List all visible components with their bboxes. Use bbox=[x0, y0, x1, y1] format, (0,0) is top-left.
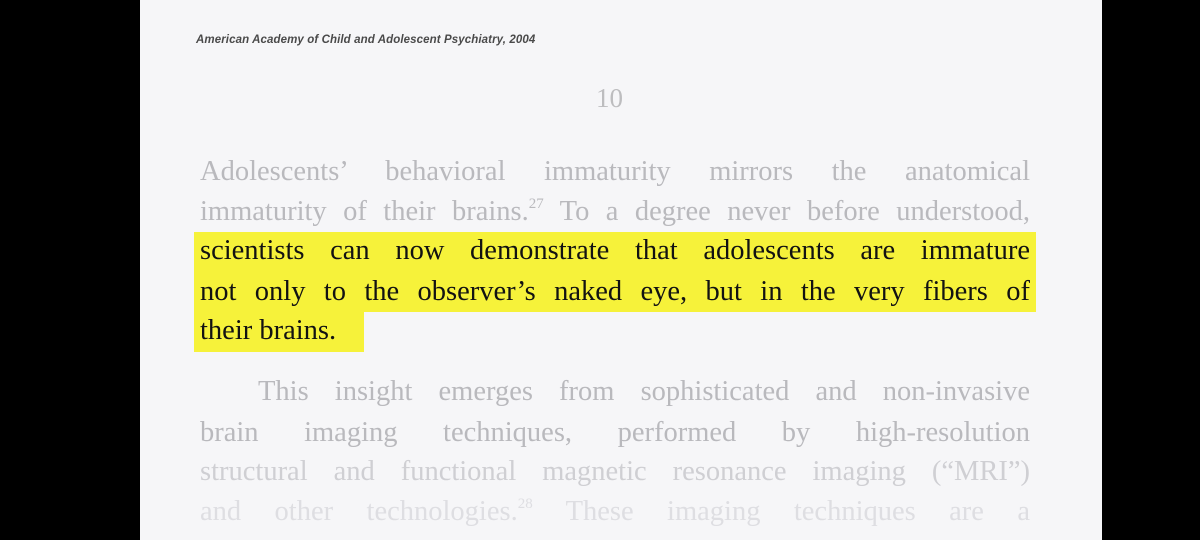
page-number: 10 bbox=[596, 83, 623, 113]
paragraph1-line5-highlighted: their brains. bbox=[200, 315, 337, 346]
paragraph2-line2: brain imaging techniques, performed by high-resolution bbox=[200, 417, 1030, 448]
paragraph1-line3-highlighted: scientists can now demonstrate that adolescents are immature bbox=[200, 235, 1030, 266]
source-caption: American Academy of Child and Adolescent Psychiatry, 2004 bbox=[196, 34, 536, 46]
footnote-27: 27 bbox=[528, 196, 544, 212]
paragraph2-line4: and other technologies.$^{28}$ These imaging techniques are a bbox=[200, 496, 1030, 527]
paragraph2-line1: This insight emerges from sophisticated and non-invasive bbox=[258, 376, 1030, 407]
paragraph1-line2: immaturity of their brains.$^{27}$ To a degree never before understood, bbox=[200, 196, 1030, 227]
paragraph1-line1: Adolescents’ behavioral immaturity mirrors the anatomical bbox=[200, 156, 1030, 187]
paragraph2-line3: structural and functional magnetic resonance imaging (“MRI”) bbox=[200, 456, 1030, 487]
footnote-28: 28 bbox=[517, 496, 533, 512]
paragraph1-line4-highlighted: not only to the observer’s naked eye, but in the very fibers of bbox=[200, 276, 1030, 307]
